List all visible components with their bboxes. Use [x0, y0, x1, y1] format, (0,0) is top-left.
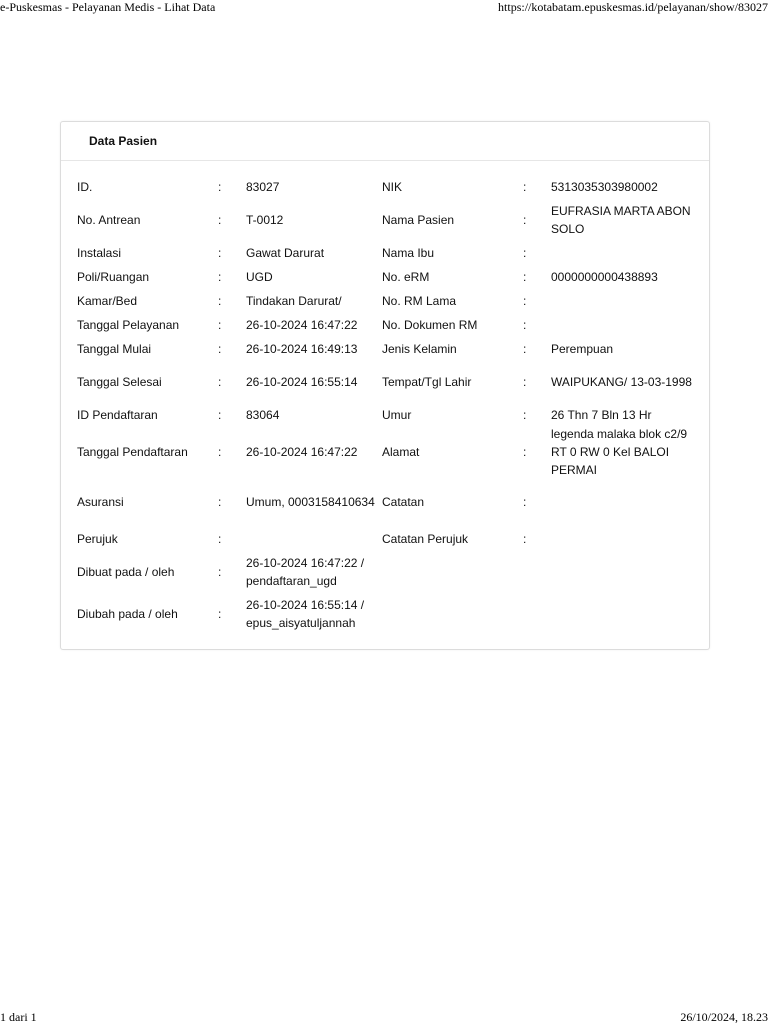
field-separator: : [218, 246, 222, 260]
field-value: Umum, 0003158410634 [246, 495, 375, 509]
field-separator: : [523, 375, 527, 389]
field-label-cell [77, 403, 217, 427]
field-label-cell [382, 477, 522, 527]
field-value: T-0012 [246, 213, 284, 227]
field-label: Catatan Perujuk [382, 532, 469, 546]
field-label-cell [77, 427, 217, 477]
field-label: Umur [382, 408, 412, 422]
field-separator-cell [218, 477, 230, 527]
field-separator-cell [218, 593, 230, 635]
field-separator: : [523, 532, 527, 546]
field-value-cell [246, 593, 378, 635]
field-value-cell [551, 527, 701, 551]
field-label: No. RM Lama [382, 294, 457, 308]
field-label-cell [382, 403, 522, 427]
field-label-cell [382, 175, 522, 199]
field-value-cell [551, 241, 701, 265]
field-label: Kamar/Bed [77, 294, 138, 308]
data-row [61, 527, 709, 551]
field-value-cell [246, 337, 378, 361]
field-separator: : [523, 294, 527, 308]
field-separator: : [218, 408, 222, 422]
field-label: Alamat [382, 445, 420, 459]
field-value: 26 Thn 7 Bln 13 Hr [551, 408, 652, 422]
field-separator: : [523, 246, 527, 260]
print-header-title: e-Puskesmas - Pelayanan Medis - Lihat Data [0, 0, 216, 14]
field-separator-cell [523, 361, 535, 403]
field-label-cell [382, 527, 522, 551]
field-separator-cell [523, 241, 535, 265]
field-label-cell [77, 477, 217, 527]
field-value-cell [246, 361, 378, 403]
field-label-cell [382, 289, 522, 313]
field-label-cell [77, 175, 217, 199]
field-label-cell [77, 265, 217, 289]
field-separator-cell [523, 175, 535, 199]
field-separator: : [523, 213, 527, 227]
field-value-cell [246, 427, 378, 477]
field-separator: : [218, 270, 222, 284]
field-value: WAIPUKANG/ 13-03-1998 [551, 375, 692, 389]
field-separator-cell [218, 241, 230, 265]
field-value: Tindakan Darurat/ [246, 294, 342, 308]
field-label: Nama Ibu [382, 246, 435, 260]
field-value-cell [551, 175, 701, 199]
field-value: 26-10-2024 16:47:22 / pendaftaran_ugd [246, 556, 365, 588]
field-label-cell [77, 241, 217, 265]
field-label-cell [77, 527, 217, 551]
field-label: Instalasi [77, 246, 122, 260]
field-separator: : [218, 565, 222, 579]
field-separator: : [218, 445, 222, 459]
field-separator-cell [523, 593, 535, 635]
field-separator-cell [523, 337, 535, 361]
field-label-cell [382, 241, 522, 265]
field-value: UGD [246, 270, 273, 284]
field-separator-cell [218, 289, 230, 313]
field-label: Tanggal Selesai [77, 375, 162, 389]
data-row [61, 265, 709, 289]
field-label: Tempat/Tgl Lahir [382, 375, 472, 389]
field-separator: : [218, 607, 222, 621]
field-value-cell [246, 265, 378, 289]
field-value-cell [551, 477, 701, 527]
field-label-cell [382, 265, 522, 289]
field-separator: : [218, 342, 222, 356]
field-value: 26-10-2024 16:55:14 [246, 375, 358, 389]
print-footer-datetime: 26/10/2024, 18.23 [680, 1010, 768, 1024]
field-label-cell [382, 199, 522, 241]
field-label: Nama Pasien [382, 213, 455, 227]
field-value-cell [551, 199, 701, 241]
patient-data-card [60, 121, 710, 650]
field-label: No. Antrean [77, 213, 141, 227]
field-label: ID. [77, 180, 93, 194]
field-label: NIK [382, 180, 403, 194]
patient-data-rows [61, 175, 709, 635]
field-separator: : [218, 294, 222, 308]
field-separator: : [218, 532, 222, 546]
field-separator-cell [218, 551, 230, 593]
print-header [0, 0, 768, 16]
field-value-cell [246, 477, 378, 527]
print-footer-page: 1 dari 1 [0, 1010, 37, 1024]
field-label: Tanggal Pendaftaran [77, 445, 188, 459]
data-row [61, 199, 709, 241]
field-separator-cell [523, 427, 535, 477]
field-value: legenda malaka blok c2/9 RT 0 RW 0 Kel BALOI PERMAI [551, 427, 688, 477]
field-label-cell [382, 427, 522, 477]
field-label: Tanggal Mulai [77, 342, 152, 356]
field-separator-cell [523, 551, 535, 593]
field-separator: : [218, 318, 222, 332]
field-separator-cell [218, 313, 230, 337]
field-value-cell [246, 175, 378, 199]
field-separator-cell [218, 265, 230, 289]
field-value-cell [551, 551, 701, 593]
field-separator-cell [523, 265, 535, 289]
field-label-cell [77, 361, 217, 403]
field-value: Perempuan [551, 342, 614, 356]
card-header [61, 122, 709, 161]
field-value-cell [246, 199, 378, 241]
field-separator-cell [523, 313, 535, 337]
field-label-cell [382, 361, 522, 403]
field-label-cell [382, 337, 522, 361]
data-row [61, 477, 709, 527]
card-title: Data Pasien [89, 134, 158, 148]
field-label: Diubah pada / oleh [77, 607, 178, 621]
field-separator-cell [523, 477, 535, 527]
field-separator-cell [218, 403, 230, 427]
field-label: Tanggal Pelayanan [77, 318, 180, 332]
field-value: 26-10-2024 16:55:14 / epus_aisyatuljannah [246, 598, 365, 630]
field-value-cell [246, 289, 378, 313]
field-separator-cell [218, 337, 230, 361]
field-label-cell [77, 551, 217, 593]
data-row [61, 427, 709, 477]
field-separator-cell [523, 527, 535, 551]
field-label: Poli/Ruangan [77, 270, 150, 284]
field-value-cell [551, 361, 701, 403]
field-label: No. eRM [382, 270, 430, 284]
data-row [61, 361, 709, 403]
field-value-cell [246, 313, 378, 337]
field-value: 26-10-2024 16:47:22 [246, 445, 358, 459]
field-value-cell [551, 313, 701, 337]
field-label: Catatan [382, 495, 425, 509]
field-separator: : [523, 495, 527, 509]
data-row [61, 337, 709, 361]
field-separator-cell [218, 361, 230, 403]
field-label: No. Dokumen RM [382, 318, 478, 332]
field-value-cell [551, 289, 701, 313]
field-separator: : [523, 445, 527, 459]
field-label-cell [382, 551, 522, 593]
field-value-cell [246, 527, 378, 551]
field-label: Perujuk [77, 532, 118, 546]
field-separator-cell [218, 527, 230, 551]
field-value-cell [551, 337, 701, 361]
field-label: ID Pendaftaran [77, 408, 158, 422]
field-separator: : [523, 270, 527, 284]
field-value: 26-10-2024 16:47:22 [246, 318, 358, 332]
field-separator: : [523, 180, 527, 194]
field-separator: : [523, 318, 527, 332]
field-value: 0000000000438893 [551, 270, 658, 284]
data-row [61, 313, 709, 337]
field-value-cell [551, 593, 701, 635]
field-label-cell [382, 313, 522, 337]
field-separator: : [523, 342, 527, 356]
field-separator-cell [523, 403, 535, 427]
field-label-cell [77, 593, 217, 635]
field-value: 26-10-2024 16:49:13 [246, 342, 358, 356]
field-label: Asuransi [77, 495, 124, 509]
field-value-cell [551, 403, 701, 427]
field-label-cell [382, 593, 522, 635]
data-row [61, 593, 709, 635]
field-value-cell [246, 403, 378, 427]
field-separator-cell [218, 427, 230, 477]
field-separator: : [218, 495, 222, 509]
field-label: Jenis Kelamin [382, 342, 457, 356]
field-separator: : [218, 375, 222, 389]
data-row [61, 241, 709, 265]
field-separator-cell [523, 289, 535, 313]
field-separator-cell [523, 199, 535, 241]
field-label-cell [77, 289, 217, 313]
data-row [61, 289, 709, 313]
field-separator-cell [218, 175, 230, 199]
field-value: 5313035303980002 [551, 180, 658, 194]
field-label-cell [77, 199, 217, 241]
field-value: Gawat Darurat [246, 246, 325, 260]
field-value: 83027 [246, 180, 280, 194]
field-separator: : [523, 408, 527, 422]
field-value-cell [246, 551, 378, 593]
data-row [61, 551, 709, 593]
field-label: Dibuat pada / oleh [77, 565, 175, 579]
field-value: EUFRASIA MARTA ABON SOLO [551, 204, 691, 236]
field-label-cell [77, 337, 217, 361]
field-separator: : [218, 180, 222, 194]
field-separator-cell [218, 199, 230, 241]
field-label-cell [77, 313, 217, 337]
data-row [61, 175, 709, 199]
field-value-cell [551, 427, 701, 477]
field-value-cell [551, 265, 701, 289]
field-value: 83064 [246, 408, 280, 422]
field-value-cell [246, 241, 378, 265]
field-separator: : [218, 213, 222, 227]
print-header-url: https://kotabatam.epuskesmas.id/pelayanan/show/83027 [498, 0, 768, 14]
data-row [61, 403, 709, 427]
